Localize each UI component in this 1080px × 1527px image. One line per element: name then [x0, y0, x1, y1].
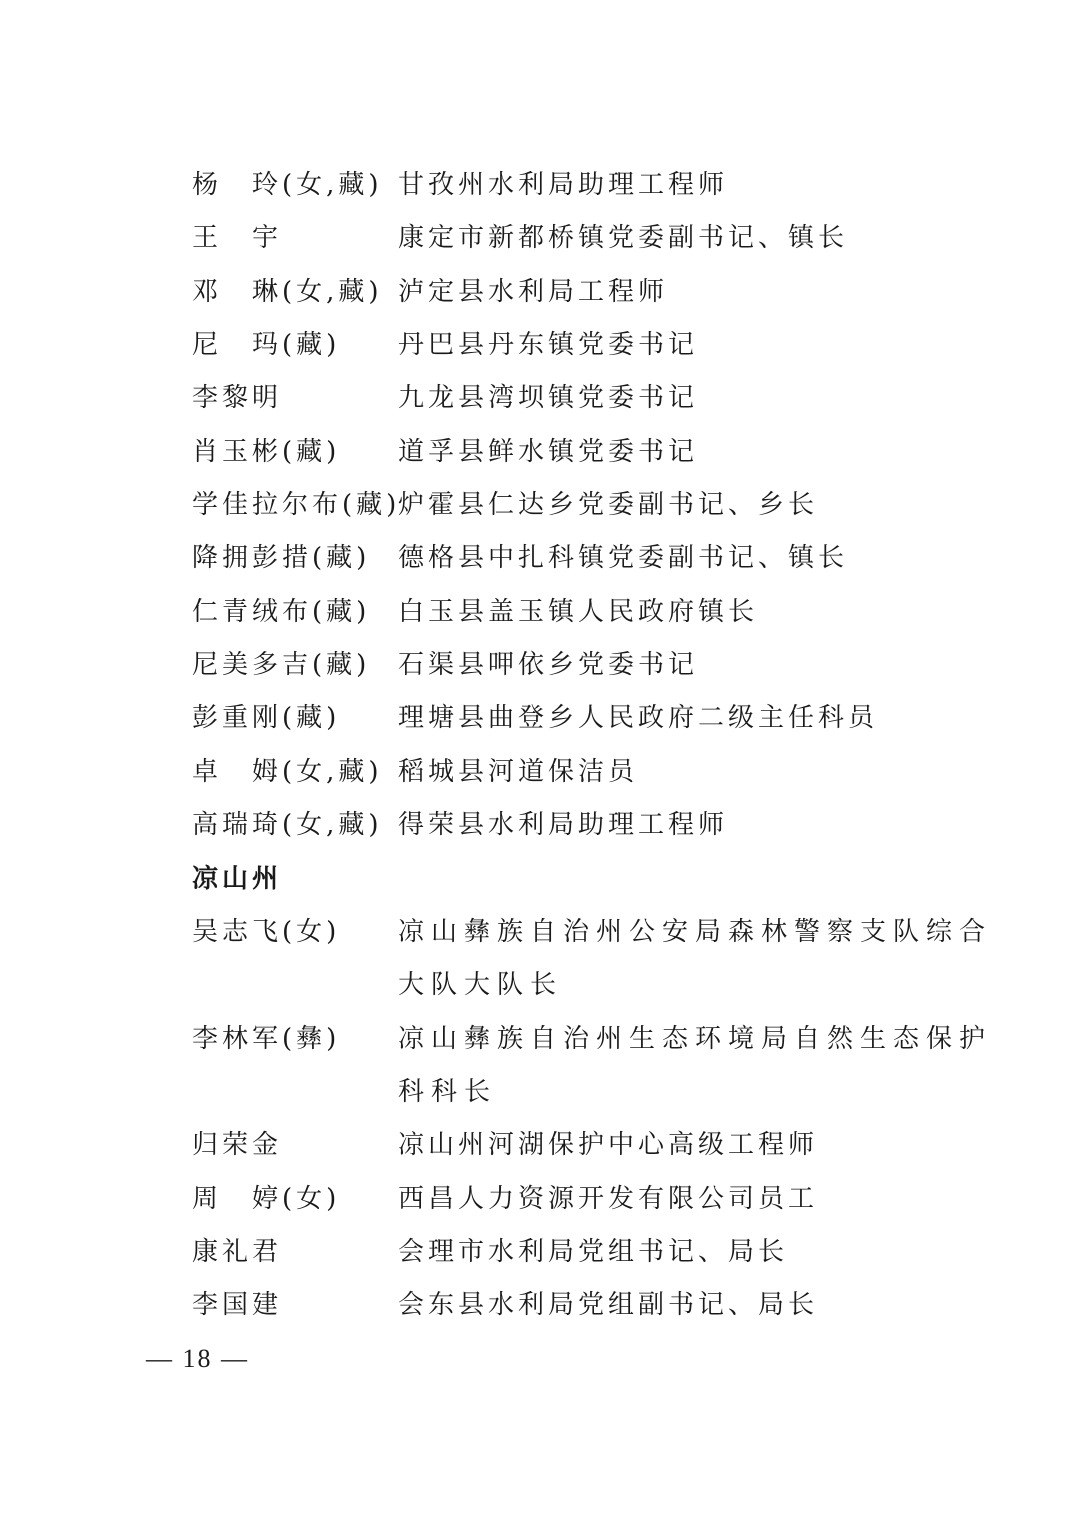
section-heading: 凉山州	[192, 864, 283, 894]
person-title: 会理市水利局党组书记、局长	[398, 1237, 789, 1267]
person-name: 李黎明	[192, 383, 283, 413]
person-name: 肖玉彬(藏)	[192, 437, 341, 467]
person-title-continued: 科科长	[398, 1077, 498, 1107]
person-title: 凉山彝族自治州生态环境局自然生态保护	[398, 1024, 993, 1054]
person-name: 高瑞琦(女,藏)	[192, 810, 383, 840]
person-name: 李国建	[192, 1290, 283, 1320]
person-name: 王 宇	[192, 223, 283, 253]
person-title: 得荣县水利局助理工程师	[398, 810, 729, 840]
person-title: 泸定县水利局工程师	[398, 277, 669, 307]
person-title: 甘孜州水利局助理工程师	[398, 170, 729, 200]
person-name: 吴志飞(女)	[192, 917, 341, 947]
person-title: 石渠县呷依乡党委书记	[398, 650, 699, 680]
person-name: 李林军(彝)	[192, 1024, 341, 1054]
person-name: 邓 琳(女,藏)	[192, 277, 383, 307]
person-title: 凉山彝族自治州公安局森林警察支队综合	[398, 917, 993, 947]
person-name: 学佳拉尔布(藏)	[192, 490, 401, 520]
page-number: — 18 —	[146, 1344, 249, 1373]
person-title: 凉山州河湖保护中心高级工程师	[398, 1130, 819, 1160]
person-name: 卓 姆(女,藏)	[192, 757, 383, 787]
person-title: 西昌人力资源开发有限公司员工	[398, 1184, 819, 1214]
person-title: 炉霍县仁达乡党委副书记、乡长	[398, 490, 819, 520]
person-title: 康定市新都桥镇党委副书记、镇长	[398, 223, 849, 253]
person-name: 仁青绒布(藏)	[192, 597, 371, 627]
person-title: 道孚县鲜水镇党委书记	[398, 437, 699, 467]
person-title: 理塘县曲登乡人民政府二级主任科员	[398, 703, 879, 733]
person-name: 彭重刚(藏)	[192, 703, 341, 733]
person-title-continued: 大队大队长	[398, 970, 564, 1000]
person-title: 德格县中扎科镇党委副书记、镇长	[398, 543, 849, 573]
person-name: 尼 玛(藏)	[192, 330, 341, 360]
person-name: 归荣金	[192, 1130, 283, 1160]
person-title: 九龙县湾坝镇党委书记	[398, 383, 699, 413]
person-title: 丹巴县丹东镇党委书记	[398, 330, 699, 360]
person-title: 会东县水利局党组副书记、局长	[398, 1290, 819, 1320]
person-name: 杨 玲(女,藏)	[192, 170, 383, 200]
person-title: 白玉县盖玉镇人民政府镇长	[398, 597, 759, 627]
person-name: 周 婷(女)	[192, 1184, 341, 1214]
person-title: 稻城县河道保洁员	[398, 757, 639, 787]
person-name: 康礼君	[192, 1237, 283, 1267]
person-name: 降拥彭措(藏)	[192, 543, 371, 573]
person-name: 尼美多吉(藏)	[192, 650, 371, 680]
